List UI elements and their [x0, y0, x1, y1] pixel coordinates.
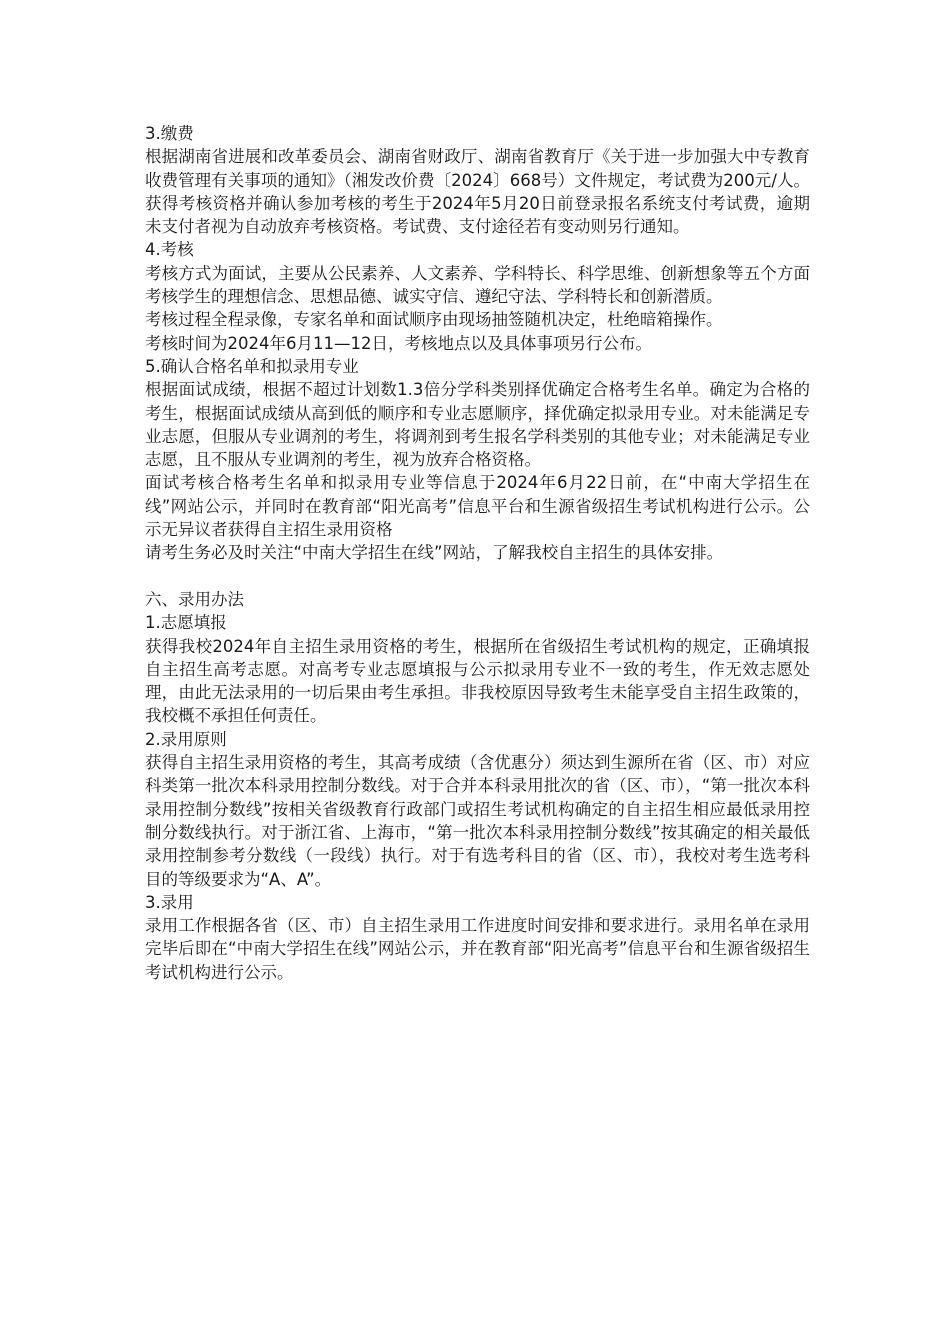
section-heading-application: 1.志愿填报: [145, 613, 227, 633]
section-heading-admission-method: 六、录用办法: [145, 589, 244, 609]
paragraph-assessment-time: 考核时间为2024年6月11—12日，考核地点以及具体事项另行公布。: [145, 333, 652, 353]
paragraph-assessment-recording: 考核过程全程录像，专家名单和面试顺序由现场抽签随机决定，杜绝暗箱操作。: [145, 310, 723, 330]
document-body: [145, 122, 810, 984]
paragraph-assessment-method: 考核方式为面试，主要从公民素养、人文素养、学科特长、科学思维、创新想象等五个方面考核学生的理想信念、思想品德、诚实守信、遵纪守法、学科特长和创新潜质。: [145, 263, 810, 307]
paragraph-admission-principle: 获得自主招生录用资格的考生，其高考成绩（含优惠分）须达到生源所在省（区、市）对应科类第一批次本科录用控制分数线。对于合并本科录用批次的省（区、市），“第一批次本科录用控制分数线”按相关省级教育行政部门或招生考试机构确定的自主招生相应最低录用控制分数线执行。对于浙江省、上海市，“第一批次本科录用控制分数线”按其确定的相关最低录用控制参考分数线（一段线）执行。对于有选考科目的省（区、市），我校对考生选考科目的等级要求为“A、A”。: [145, 753, 810, 889]
paragraph-confirm-list: 根据面试成绩，根据不超过计划数1.3倍分学科类别择优确定合格考生名单。确定为合格的考生，根据面试成绩从高到低的顺序和专业志愿顺序，择优确定拟录用专业。对未能满足专业志愿，但服从专业调剂的考生，将调剂到考生报名学科类别的其他专业；对未能满足专业志愿，且不服从专业调剂的考生，视为放弃合格资格。: [145, 380, 810, 470]
section-heading-confirm-list: 5.确认合格名单和拟录用专业: [145, 356, 359, 376]
section-heading-assessment: 4.考核: [145, 240, 194, 260]
blank-line: [145, 565, 810, 588]
paragraph-admission: 录用工作根据各省（区、市）自主招生录用工作进度时间安排和要求进行。录用名单在录用完毕后即在“中南大学招生在线”网站公示，并在教育部“阳光高考”信息平台和生源省级招生考试机构进行公示。: [145, 916, 810, 982]
section-heading-payment: 3.缴费: [145, 124, 194, 143]
paragraph-notice: 请考生务必及时关注“中南大学招生在线”网站，了解我校自主招生的具体安排。: [145, 543, 724, 563]
paragraph-payment-details: 根据湖南省进展和改革委员会、湖南省财政厅、湖南省教育厅《关于进一步加强大中专教育收费管理有关事项的通知》（湘发改价费〔2024〕668号）文件规定，考试费为200元/人。获得考核资格并确认参加考核的考生于2024年5月20日前登录报名系统支付考试费，逾期未支付者视为自动放弃考核资格。考试费、支付途径若有变动则另行通知。: [145, 147, 810, 237]
paragraph-publicity: 面试考核合格考生名单和拟录用专业等信息于2024年6月22日前，在“中南大学招生在线”网站公示，并同时在教育部“阳光高考”信息平台和生源省级招生考试机构进行公示。公示无异议者获得自主招生录用资格: [145, 473, 810, 540]
section-heading-admission: 3.录用: [145, 892, 194, 912]
section-heading-admission-principle: 2.录用原则: [145, 729, 227, 749]
paragraph-application: 获得我校2024年自主招生录用资格的考生，根据所在省级招生考试机构的规定，正确填报自主招生高考志愿。对高考专业志愿填报与公示拟录用专业不一致的考生，作无效志愿处理，由此无法录用的一切后果由考生承担。非我校原因导致考生未能享受自主招生政策的，我校概不承担任何责任。: [145, 636, 810, 726]
